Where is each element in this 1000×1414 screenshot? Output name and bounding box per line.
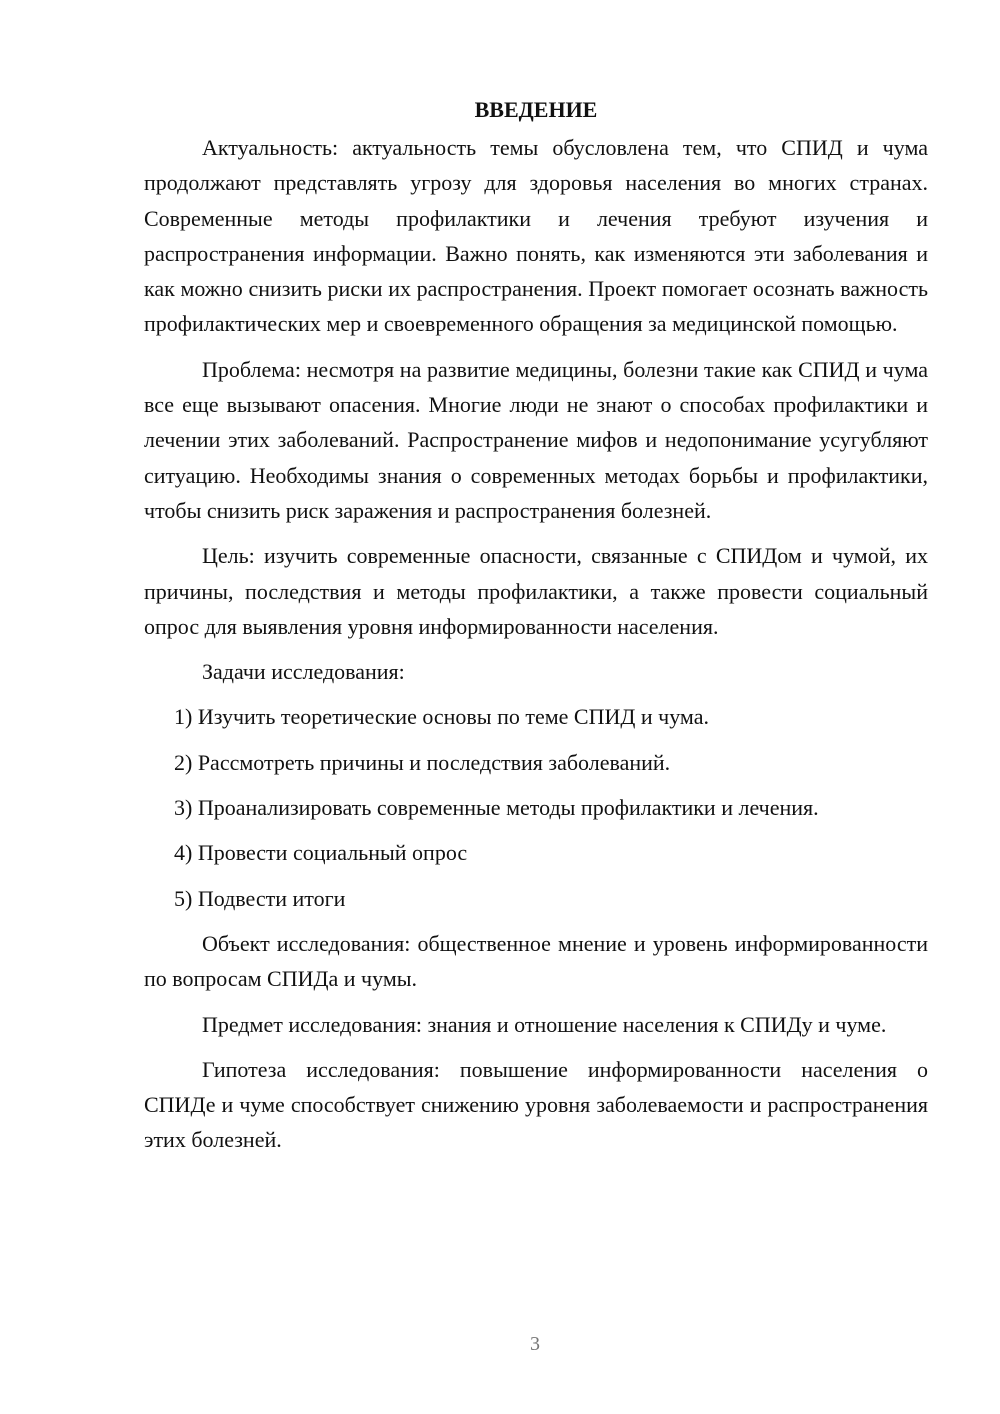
task-item: 1) Изучить теоретические основы по теме СПИД и чума. (174, 704, 709, 730)
paragraph-relevance: Актуальность: актуальность темы обусловлена тем, что СПИД и чума продолжают представлять угрозу для здоровья населения во многих странах. Современные методы профилактики и лечения требуют изучения и распространения информации. Важно понять, как изменяются эти заболевания и как можно снизить риски их распространения. Проект помогает осознать важность профилактических мер и своевременного обращения за медицинской помощью. (144, 135, 928, 337)
paragraph-problem: Проблема: несмотря на развитие медицины, болезни такие как СПИД и чума все еще вызывают опасения. Многие люди не знают о способах профилактики и лечении этих заболеваний. Распространение мифов и недопонимание усугубляют ситуацию. Необходимы знания о современных методах борьбы и профилактики, чтобы снизить риск заражения и распространения болезней. (144, 356, 928, 523)
task-item: 5) Подвести итоги (174, 885, 346, 911)
document-page (144, 92, 928, 1168)
task-item: 3) Проанализировать современные методы профилактики и лечения. (174, 795, 819, 821)
tasks-list (144, 699, 928, 915)
page-number: 3 (530, 1333, 540, 1355)
paragraph-hypothesis: Гипотеза исследования: повышение информированности населения о СПИДе и чуме способствует снижению уровня заболеваемости и распространения этих болезней. (144, 1056, 928, 1153)
paragraph-goal: Цель: изучить современные опасности, связанные с СПИДом и чумой, их причины, последствия и методы профилактики, а также провести социальный опрос для выявления уровня информированности населения. (144, 543, 928, 639)
paragraph-subject: Предмет исследования: знания и отношение населения к СПИДу и чуме. (202, 1011, 887, 1037)
task-item: 4) Провести социальный опрос (174, 840, 468, 866)
tasks-heading: Задачи исследования: (202, 659, 405, 685)
paragraph-object: Объект исследования: общественное мнение и уровень информированности по вопросам СПИДа и чумы. (144, 930, 928, 992)
document-title: ВВЕДЕНИЕ (474, 97, 598, 122)
task-item: 2) Рассмотреть причины и последствия заболеваний. (174, 749, 671, 775)
